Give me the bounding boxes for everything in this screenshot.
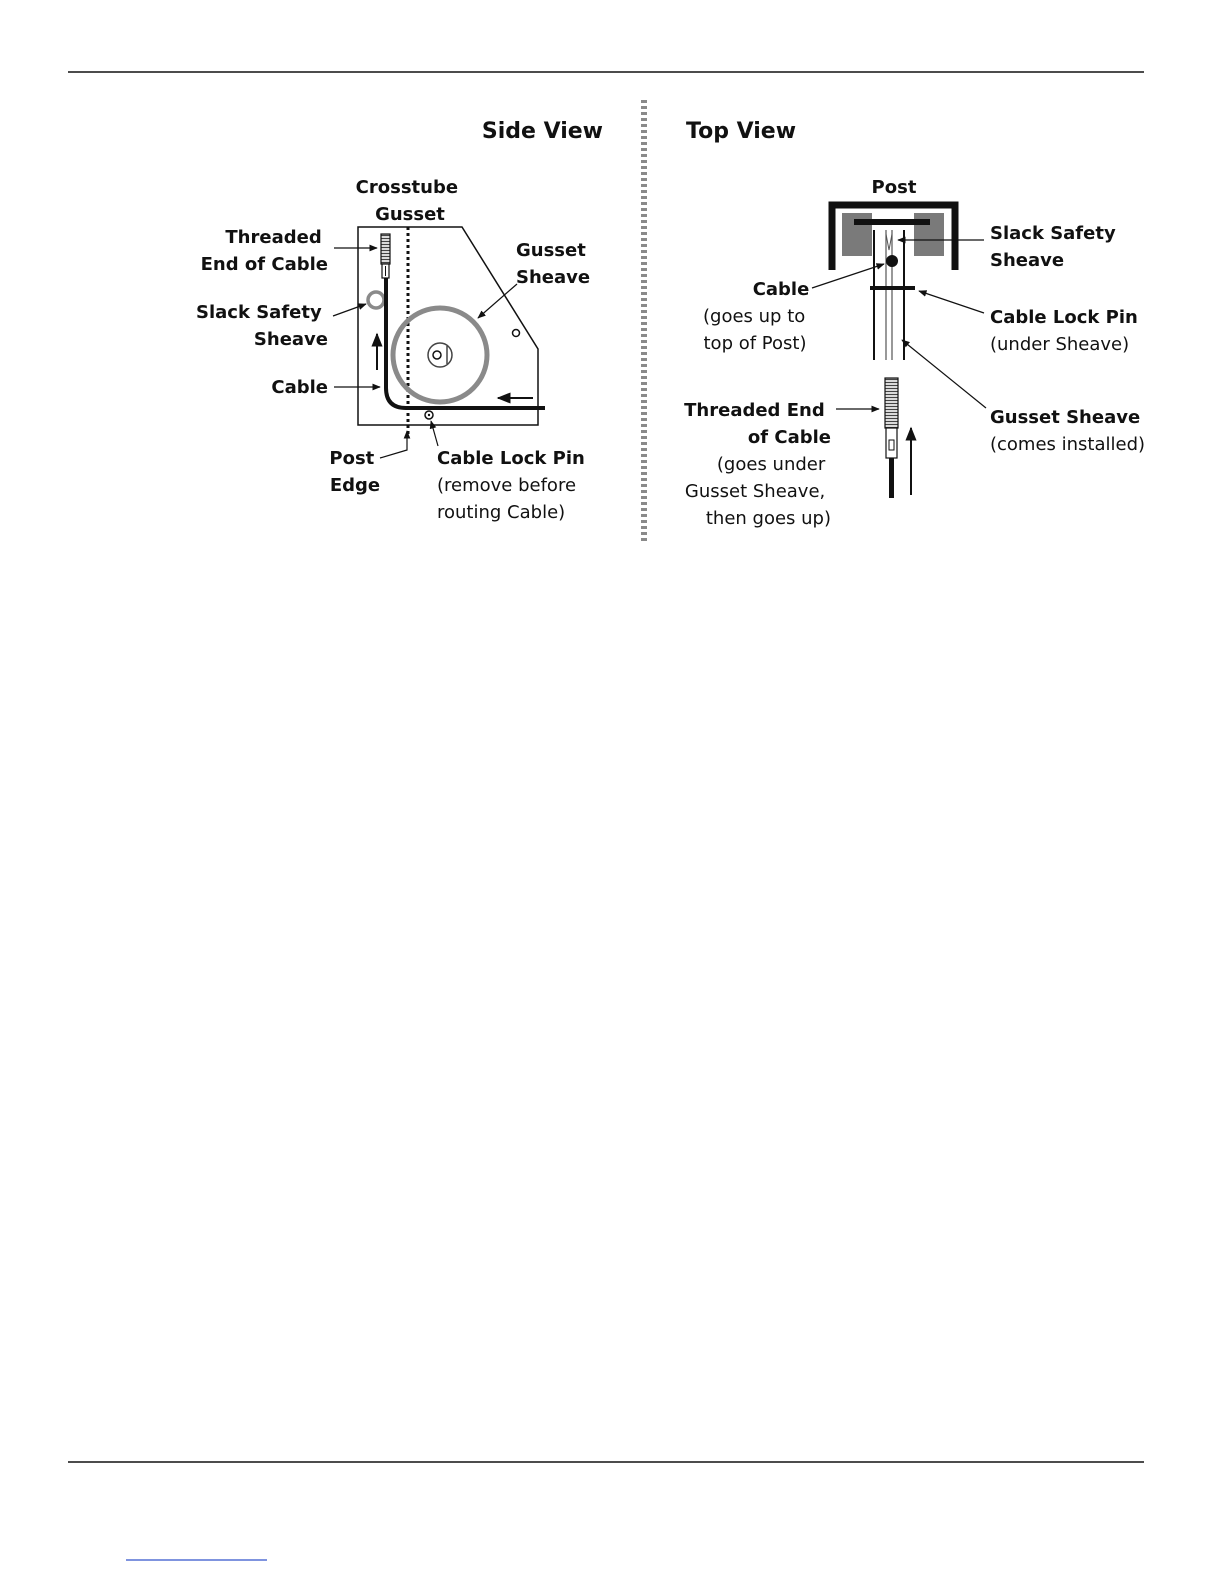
label-top-cable: Cable [752, 279, 810, 300]
top-threaded-end-icon [885, 378, 898, 428]
label-remove-line1: (remove before [437, 475, 577, 496]
label-top-slack-line1: Slack Safety [990, 223, 1116, 244]
sheave-bolt-icon [433, 351, 441, 359]
label-cable: Cable [271, 377, 328, 398]
label-top-threaded-line2: of Cable [747, 427, 831, 448]
label-gusset-line2: Gusset [375, 204, 445, 225]
label-slack-line1: Slack Safety [196, 302, 322, 323]
label-top-slack-safety-sheave [990, 223, 1122, 271]
gusset-sheave-top-taper [886, 234, 892, 250]
label-top-threaded-line1: Threaded End [684, 400, 825, 421]
leader-post-edge [380, 431, 407, 458]
plate-hole-icon [513, 330, 520, 337]
cable-lock-pin-center [428, 414, 430, 416]
label-gusset-sheave [516, 240, 592, 288]
cable-end-dot-icon [886, 255, 898, 267]
label-crosstube-gusset [356, 177, 465, 225]
label-top-slack-line2: Sheave [990, 250, 1065, 271]
leader-top-cable-lock-pin [919, 291, 984, 313]
label-top-cable-lock-pin-note: (under Sheave) [990, 334, 1130, 355]
label-slack-safety-sheave [196, 302, 328, 350]
label-top-threaded-end-note [685, 454, 831, 529]
label-top-cable-note-line2: top of Post) [703, 333, 807, 354]
label-top-gusset-sheave-note: (comes installed) [990, 434, 1146, 455]
label-crosstube-line1: Crosstube [355, 177, 459, 198]
label-gusset-sheave-line2: Sheave [516, 267, 591, 288]
label-post: Post [871, 177, 917, 198]
label-threaded-line1: Threaded [225, 227, 322, 248]
label-post-line1: Post [329, 448, 375, 469]
threaded-end-icon [381, 234, 390, 264]
label-post-edge [329, 448, 380, 496]
label-top-cable-lock-pin: Cable Lock Pin [990, 307, 1138, 328]
label-cable-lock-pin: Cable Lock Pin [437, 448, 585, 469]
label-top-cable-note [703, 306, 811, 354]
label-threaded-line2: End of Cable [200, 254, 328, 275]
label-edge-line2: Edge [329, 475, 381, 496]
top-view-title: Top View [686, 119, 797, 144]
label-top-threaded-note-line1: (goes under [716, 454, 826, 475]
label-cable-lock-pin-note [437, 475, 582, 523]
label-remove-line2: routing Cable) [437, 502, 566, 523]
side-view-title: Side View [481, 119, 603, 144]
label-top-threaded-note-line3: then goes up) [705, 508, 831, 529]
slack-safety-sheave-icon [368, 292, 384, 308]
top-view [684, 119, 1145, 529]
label-top-cable-note-line1: (goes up to [703, 306, 806, 327]
label-top-threaded-note-line2: Gusset Sheave, [684, 481, 826, 502]
label-top-gusset-sheave: Gusset Sheave [990, 407, 1141, 428]
label-top-threaded-end [684, 400, 831, 448]
leader-top-gusset-sheave [902, 340, 986, 408]
label-threaded-end [201, 227, 328, 275]
label-slack-line2: Sheave [253, 329, 328, 350]
label-gusset-sheave-line1: Gusset [516, 240, 586, 261]
side-view [196, 119, 603, 523]
top-ferrule-detail [889, 440, 894, 450]
